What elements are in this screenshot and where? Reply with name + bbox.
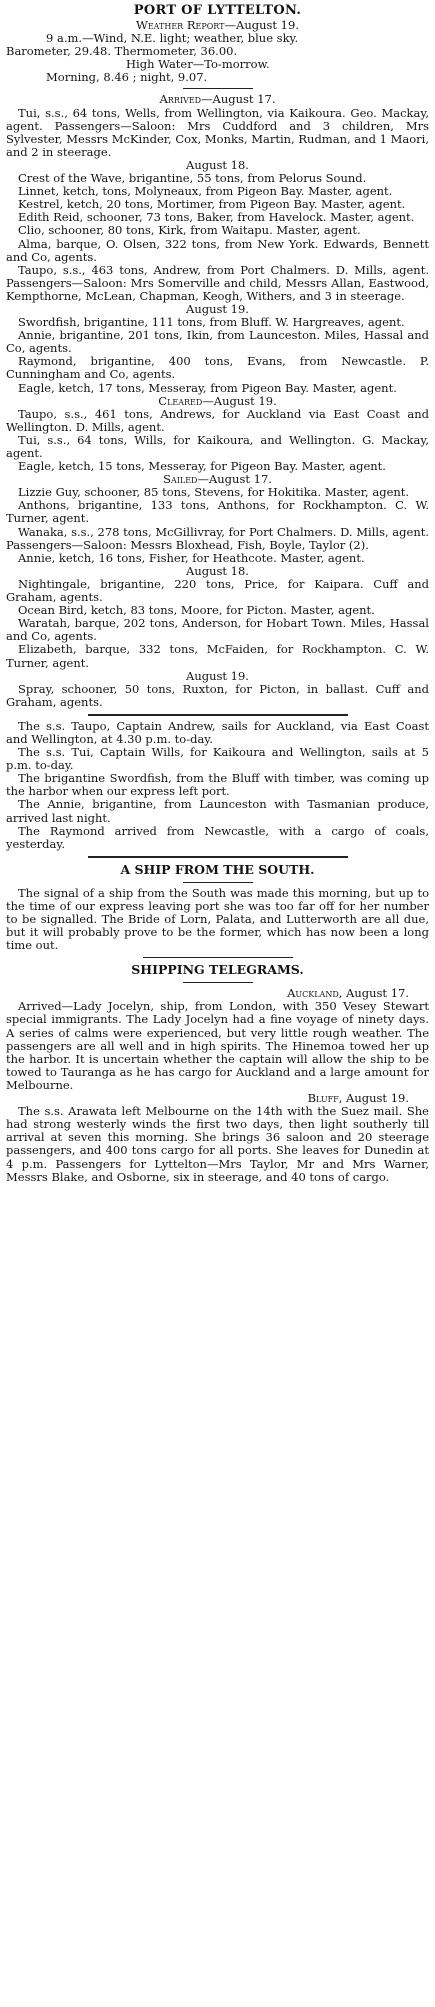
shipping-entry: Nightingale, brigantine, 220 tons, Price, for Kaipara. Cuff and Graham, agents. — [6, 576, 429, 605]
shipping-entry: Taupo, s.s., 461 tons, Andrews, for Auckland via East Coast and Wellington. D. Mills, agent. — [6, 406, 429, 434]
shipping-entry: Raymond, brigantine, 400 tons, Evans, from Newcastle. P. Cunningham and Co, agents. — [6, 354, 429, 382]
weather-line-barometer: Barometer, 29.48. Thermometer, 36.00. — [6, 44, 238, 59]
shipping-entry: Linnet, ketch, tons, Molyneaux, from Pigeon Bay. Master, agent. — [18, 184, 393, 199]
divider — [183, 982, 253, 983]
shipping-entry: Edith Reid, schooner, 73 tons, Baker, from Havelock. Master, agent. — [18, 210, 415, 225]
sailed-list-17 — [6, 486, 429, 565]
shipping-entry: Kestrel, ketch, 20 tons, Mortimer, from Pigeon Bay. Master, agent. — [18, 197, 406, 212]
telegrams-heading: SHIPPING TELEGRAMS. — [131, 962, 304, 978]
weather-line-high-water: High Water—To-morrow. — [126, 57, 270, 72]
news-paragraph: The Raymond arrived from Newcastle, with a cargo of coals, yesterday. — [6, 823, 429, 851]
notes-list — [6, 720, 429, 851]
arrived-heading-label: Arrived — [159, 92, 202, 107]
shipping-entry: Ocean Bird, ketch, 83 tons, Moore, for Picton. Master, agent. — [18, 603, 375, 618]
sailed-list-18 — [6, 578, 429, 670]
shipping-entry: Clio, schooner, 80 tons, Kirk, from Waitapu. Master, agent. — [18, 223, 361, 238]
weather-line-tides: Morning, 8.46 ; night, 9.07. — [46, 70, 208, 85]
bluff-place: Bluff — [307, 1091, 339, 1106]
shipping-entry: Crest of the Wave, brigantine, 55 tons, from Pelorus Sound. — [18, 171, 367, 186]
cleared-heading-label: Cleared — [158, 393, 203, 408]
shipping-entry: Tui, s.s., 64 tons, Wells, from Wellington, via Kaikoura. Geo. Mackay, agent. Passengers—Saloon: Mrs Cuddford and 3 children, Mrs Sylvester, Messrs McKinder, Cox, Monks, Martin, Rudman, and 1 Maori, and 2 in steerage. — [6, 105, 429, 159]
auckland-place: Auckland — [287, 986, 339, 1001]
ship-south-heading: A SHIP FROM THE SOUTH. — [120, 861, 315, 877]
divider — [183, 88, 253, 89]
cleared-list — [6, 408, 429, 473]
shipping-entry: Wanaka, s.s., 278 tons, McGillivray, for Port Chalmers. D. Mills, agent. Passengers—Saloon: Messrs Bloxhead, Fish, Boyle, Taylor (2). — [6, 524, 429, 552]
shipping-entry: Spray, schooner, 50 tons, Ruxton, for Picton, in ballast. Cuff and Graham, agents. — [6, 681, 429, 709]
news-paragraph: The s.s. Taupo, Captain Andrew, sails for Auckland, via East Coast and Wellington, at 4.30 p.m. to-day. — [6, 718, 429, 746]
cleared-heading — [6, 395, 429, 408]
cleared-heading-date: —August 19. — [202, 393, 277, 408]
divider — [88, 856, 348, 858]
shipping-entry: Swordfish, brigantine, 111 tons, from Bluff. W. Hargreaves, agent. — [18, 315, 405, 330]
divider — [143, 957, 293, 958]
bluff-text: The s.s. Arawata left Melbourne on the 14th with the Suez mail. She had strong westerly winds the first two days, then light southerly till arrival at seven this morning. She brings 36 saloon and 20 steerage passengers, and 400 tons cargo for all ports. She leaves for Dunedin at 4 p.m. Passengers for Lyttelton—Mrs Taylor, Mr and Mrs Warner, Messrs Blake, and Osborne, six in steerage, and 40 tons of cargo. — [6, 1104, 429, 1184]
shipping-entry: Eagle, ketch, 15 tons, Messeray, for Pigeon Bay. Master, agent. — [18, 459, 386, 474]
arrived-date-19: August 19. — [186, 301, 249, 316]
weather-heading-date: —August 19. — [224, 18, 299, 32]
weather-line-wind: 9 a.m.—Wind, N.E. light; weather, blue sky. — [46, 31, 299, 46]
sailed-date-18: August 18. — [186, 563, 249, 578]
sailed-heading-label: Sailed — [163, 472, 198, 487]
arrived-list-17 — [6, 107, 429, 159]
news-paragraph: The brigantine Swordfish, from the Bluff with timber, was coming up the harbor when our express left port. — [6, 771, 429, 799]
sailed-heading-date: —August 17. — [197, 472, 272, 487]
shipping-entry: Alma, barque, O. Olsen, 322 tons, from New York. Edwards, Bennett and Co, agents. — [6, 236, 429, 264]
sailed-date-19: August 19. — [186, 668, 249, 683]
ship-south-text: The signal of a ship from the South was made this morning, but up to the time of our express leaving port she was too far off for her number to be signalled. The Bride of Lorn, Palata, and Lutterworth are all due, but it will probably prove to be the former, which has now been a long time out. — [6, 885, 429, 953]
sailed-list-19 — [6, 683, 429, 709]
news-paragraph: The Annie, brigantine, from Launceston with Tasmanian produce, arrived last night. — [6, 797, 429, 825]
arrived-list-19 — [6, 316, 429, 395]
arrived-list-18 — [6, 172, 429, 303]
weather-heading-label: Weather Report — [136, 18, 225, 32]
shipping-entry: Lizzie Guy, schooner, 85 tons, Stevens, for Hokitika. Master, agent. — [18, 485, 410, 500]
arrived-heading-date: —August 17. — [201, 92, 276, 107]
divider — [88, 714, 348, 716]
auckland-text: Arrived—Lady Jocelyn, ship, from London, with 350 Vesey Stewart special immigrants. The Lady Jocelyn had a fine voyage of ninety days. A series of calms were experienced, but very little rough weather. The passengers are all well and in high spirits. The Hinemoa towed her up the harbor. It is uncertain whether the captain will allow the ship to be towed to Tauranga as he has cargo for Auckland and a large amount for Melbourne. — [6, 999, 429, 1092]
shipping-entry: Waratah, barque, 202 tons, Anderson, for Hobart Town. Miles, Hassal and Co, agents. — [6, 616, 429, 644]
shipping-entry: Annie, brigantine, 201 tons, Ikin, from Launceston. Miles, Hassal and Co, agents. — [6, 328, 429, 356]
shipping-entry: Eagle, ketch, 17 tons, Messeray, from Pigeon Bay. Master, agent. — [18, 380, 397, 395]
arrived-heading — [6, 93, 429, 106]
news-paragraph: The s.s. Tui, Captain Wills, for Kaikoura and Wellington, sails at 5 p.m. to-day. — [6, 745, 429, 773]
arrived-date-18: August 18. — [186, 157, 249, 172]
shipping-entry: Annie, ketch, 16 tons, Fisher, for Heathcote. Master, agent. — [18, 550, 365, 565]
bluff-date: , August 19. — [338, 1091, 409, 1106]
auckland-date: , August 17. — [338, 986, 409, 1001]
shipping-entry: Anthons, brigantine, 133 tons, Anthons, for Rockhampton. C. W. Turner, agent. — [6, 498, 429, 526]
divider — [183, 882, 253, 883]
shipping-entry: Tui, s.s., 64 tons, Wills, for Kaikoura, and Wellington. G. Mackay, agent. — [6, 432, 429, 460]
shipping-entry: Elizabeth, barque, 332 tons, McFaiden, for Rockhampton. C. W. Turner, agent. — [6, 642, 429, 670]
shipping-entry: Taupo, s.s., 463 tons, Andrew, from Port Chalmers. D. Mills, agent. Passengers—Saloon: Mrs Somerville and child, Messrs Allan, Eastwood, Kempthorne, McLean, Chapman, Keogh, Withers, and 3 in steerage. — [6, 262, 429, 303]
page-title: PORT OF LYTTELTON. — [133, 3, 302, 18]
